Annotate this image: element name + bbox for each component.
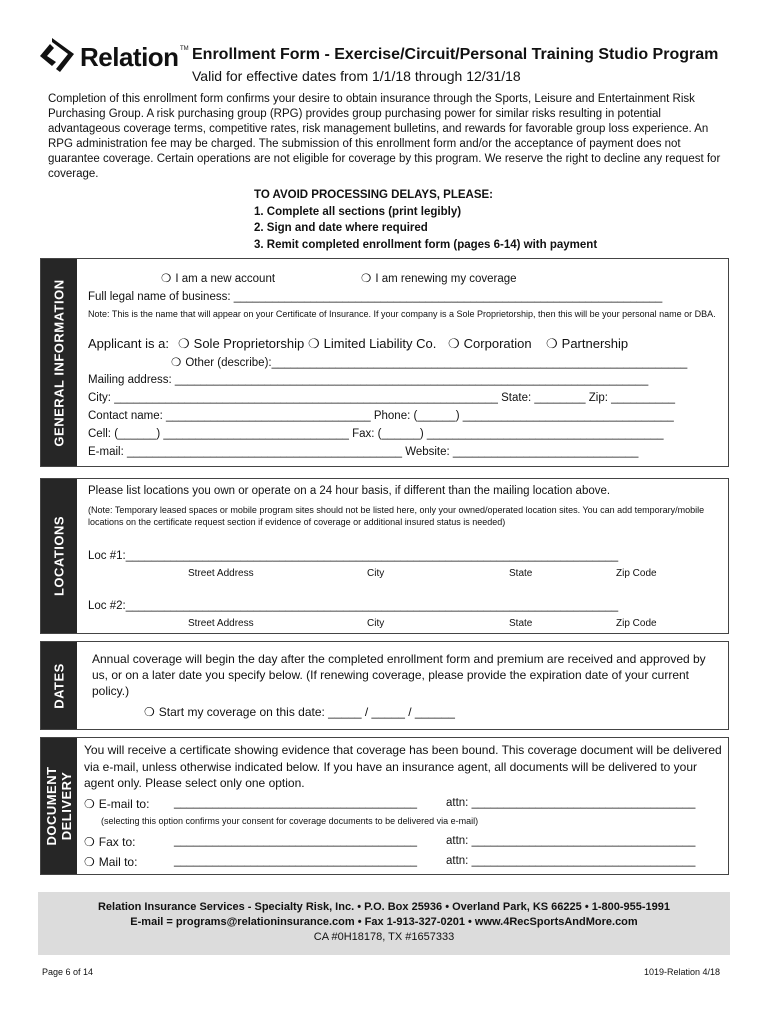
mail-delivery-checkbox[interactable]: ❍ Mail to: — [84, 855, 137, 869]
form-subtitle: Valid for effective dates from 1/1/18 through 12/31/18 — [192, 68, 521, 84]
state-caption: State — [509, 568, 533, 579]
section-label: DATES — [51, 662, 67, 709]
locations-section — [40, 478, 729, 634]
contact-phone-field[interactable]: Contact name: ________________________________ Phone: (______) _________________________________ — [88, 410, 674, 422]
partnership-checkbox[interactable]: ❍ Partnership — [546, 336, 628, 352]
email-attn-field[interactable]: attn: ___________________________________ — [446, 797, 696, 809]
relation-logo-icon — [38, 36, 76, 74]
document-delivery-section — [40, 737, 729, 875]
instruction-item: 3. Remit completed enrollment form (pages 6-14) with payment — [254, 238, 598, 251]
section-label-line: DELIVERY — [59, 771, 74, 841]
form-number: 1019-Relation 4/18 — [644, 967, 721, 977]
corporation-checkbox[interactable]: ❍ Corporation — [448, 336, 532, 352]
locations-intro: Please list locations you own or operate on a 24 hour basis, if different than the mailing location above. — [88, 485, 611, 497]
mail-delivery-field[interactable]: ______________________________________ — [174, 855, 418, 867]
location-1-field[interactable]: Loc #1:_____________________________________________________________________________ — [88, 550, 619, 562]
street-address-caption: Street Address — [188, 618, 254, 629]
email-website-field[interactable]: E-mail: ___________________________________________ Website: _____________________________ — [88, 446, 639, 458]
section-label: GENERAL INFORMATION — [51, 278, 67, 447]
state-caption: State — [509, 618, 533, 629]
legal-name-note: Note: This is the name that will appear on your Certificate of Insurance. If your company is a Sole Proprietorship, then this will be your personal name or DBA. — [88, 309, 716, 319]
footer-contact: E-mail = programs@relationinsurance.com • Fax 1-913-327-0201 • www.4RecSportsAndMore.com — [130, 916, 638, 928]
footer-licenses: CA #0H18178, TX #1657333 — [313, 931, 455, 943]
sole-proprietorship-checkbox[interactable]: ❍ Sole Proprietorship — [178, 336, 304, 352]
email-delivery-field[interactable]: ______________________________________ — [174, 797, 418, 809]
instruction-item: 1. Complete all sections (print legibly) — [254, 205, 462, 218]
general-information-section — [40, 258, 729, 467]
cell-fax-field[interactable]: Cell: (______) _____________________________ Fax: (______) _____________________________________ — [88, 428, 664, 440]
delivery-text: You will receive a certificate showing evidence that coverage has been bound. This coverage document will be delivered via e-mail, unless otherwise indicated below. If you have an insurance agent, all documents will be delivered to your agent only. Please select only one option. — [84, 743, 722, 790]
location-2-field[interactable]: Loc #2:_____________________________________________________________________________ — [88, 600, 619, 612]
email-delivery-checkbox[interactable]: ❍ E-mail to: — [84, 797, 149, 811]
mail-attn-field[interactable]: attn: ___________________________________ — [446, 855, 696, 867]
city-caption: City — [367, 568, 385, 579]
start-date-checkbox[interactable]: ❍ Start my coverage on this date: _____ / _____ / ______ — [144, 705, 455, 719]
mailing-address-field[interactable]: Mailing address: __________________________________________________________________________ — [88, 374, 649, 386]
email-consent-note: (selecting this option confirms your consent for coverage documents to be delivered via e-mail) — [101, 816, 479, 826]
section-side-bar — [41, 642, 77, 729]
zip-caption: Zip Code — [616, 618, 657, 629]
instructions — [254, 187, 597, 253]
instructions-heading: TO AVOID PROCESSING DELAYS, PLEASE: — [254, 189, 493, 201]
section-label — [44, 766, 74, 845]
locations-note: (Note: Temporary leased spaces or mobile program sites should not be listed here, only your owned/operated location sites. You can add temporary/mobile locations on the certificate request section if evidence of coverage or additional insured status is needed) — [88, 505, 705, 527]
city-caption: City — [367, 618, 385, 629]
contact-footer — [38, 892, 730, 955]
city-state-zip-field[interactable]: City: ____________________________________________________________ State: ________ Zip: __________ — [88, 392, 676, 404]
zip-caption: Zip Code — [616, 568, 657, 579]
instruction-item: 2. Sign and date where required — [254, 222, 428, 234]
footer-address: Relation Insurance Services - Specialty Risk, Inc. • P.O. Box 25936 • Overland Park, KS 66225 • 1-800-955-1991 — [97, 901, 671, 913]
section-side-bar — [41, 479, 77, 633]
form-title: Enrollment Form - Exercise/Circuit/Personal Training Studio Program — [192, 46, 719, 63]
llc-checkbox[interactable]: ❍ Limited Liability Co. — [308, 336, 436, 352]
section-side-bar — [41, 738, 77, 874]
logo-tm: TM — [180, 46, 189, 52]
new-account-checkbox[interactable]: ❍ I am a new account — [161, 271, 275, 285]
renewing-checkbox[interactable]: ❍ I am renewing my coverage — [361, 271, 517, 285]
intro-paragraph: Completion of this enrollment form confirms your desire to obtain insurance through the Sports, Leisure and Entertainment Risk Purchasing Group. A risk purchasing group (RPG) provides group purchasing power for similar risks resulting in potential advantageous coverage terms, competitive rates, risk management bulletins, and rewards for favorable group loss experience. An RPG administration fee may be charged. The submission of this enrollment form and/or the acceptance of payment does not guarantee coverage. Certain operations are not eligible for coverage by this program. We reserve the right to decline any request for coverage. — [48, 93, 721, 180]
street-address-caption: Street Address — [188, 568, 254, 579]
dates-section — [40, 641, 729, 730]
dates-text: Annual coverage will begin the day after the completed enrollment form and premium are received and approved by us, or on a later date you specify below. (If renewing coverage, please provide the expiration date of your current policy.) — [92, 652, 706, 698]
fax-delivery-checkbox[interactable]: ❍ Fax to: — [84, 835, 135, 849]
section-label-line: DOCUMENT — [44, 766, 59, 846]
section-side-bar — [41, 259, 77, 466]
legal-name-field[interactable]: Full legal name of business: ___________________________________________________________________ — [88, 291, 663, 303]
applicant-type-label: Applicant is a: — [88, 336, 169, 351]
section-label: LOCATIONS — [51, 515, 67, 597]
relation-logo — [38, 36, 188, 76]
logo-text: Relation — [80, 42, 179, 72]
other-checkbox[interactable]: ❍ Other (describe):_________________________________________________________________ — [171, 355, 687, 369]
fax-attn-field[interactable]: attn: ___________________________________ — [446, 835, 696, 847]
fax-delivery-field[interactable]: ______________________________________ — [174, 835, 418, 847]
page-number: Page 6 of 14 — [42, 967, 94, 977]
